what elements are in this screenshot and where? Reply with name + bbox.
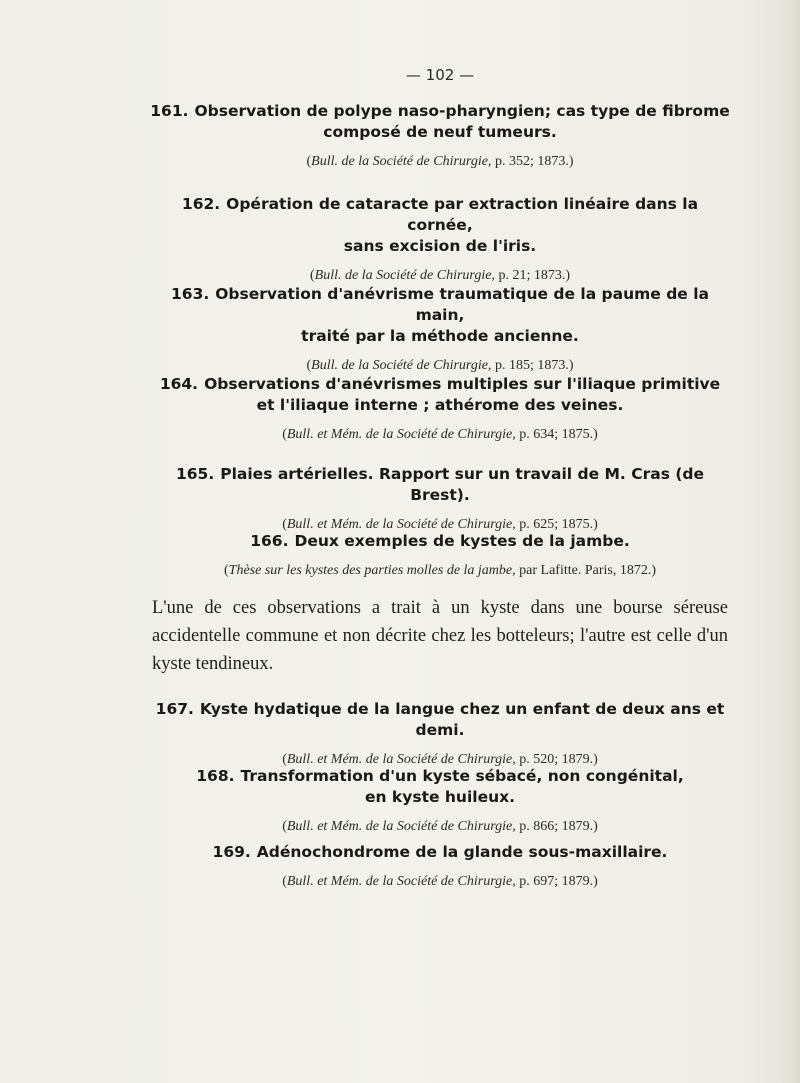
entry-title-line: Opération de cataracte par extraction linéaire dans la cornée, [226,195,699,234]
entry-title [150,464,730,506]
entry-165 [150,464,730,534]
entry-title-line: Observation de polype naso-pharyngien; cas type de fibrome [194,102,730,120]
entry-number: 163. [171,285,210,303]
ref-page-year: p. 185; 1873.) [491,358,574,373]
entry-reference [150,153,730,171]
ref-source: Bull. et Mém. de la Société de Chirurgie, [286,752,516,767]
entry-title-line: Observation d'anévrisme traumatique de la paume de la main, [215,285,709,324]
ref-page-year: par Lafitte. Paris, 1872.) [515,563,656,578]
ref-page-year: p. 697; 1879.) [515,874,598,889]
entry-title-line: et l'iliaque interne ; athérome des veines. [256,396,624,414]
entry-number: 164. [159,375,199,393]
entry-title-line: traité par la méthode ancienne. [301,327,579,345]
entry-title-line: sans excision de l'iris. [343,237,537,255]
entry-title-line: Kyste hydatique de la langue chez un enfant de deux ans et demi. [199,700,725,739]
entry-number: 162. [181,195,221,213]
entry-reference [150,267,730,285]
ref-paren: ( [309,268,315,283]
ref-paren: ( [282,752,287,767]
entry-162 [150,194,730,285]
entry-166-description: L'une de ces observations a trait à un kyste dans une bourse séreuse accidentelle commune et non décrite chez les botteleurs; l'autre est celle d'un kyste tendineux. [152,598,728,674]
ref-page-year: p. 625; 1875.) [515,517,598,532]
entry-168 [150,766,730,836]
ref-paren: ( [282,517,287,532]
ref-source: Bull. et Mém. de la Société de Chirurgie, [286,819,516,834]
ref-source: Bull. et Mém. de la Société de Chirurgie, [286,874,516,889]
ref-page-year: p. 352; 1873.) [491,154,574,169]
entry-title [150,699,730,741]
ref-source: Bull. de la Société de Chirurgie, [314,268,495,283]
entry-reference [150,873,730,891]
entry-title-line: Adénochondrome de la glande sous-maxillaire. [256,843,668,861]
ref-paren: ( [306,154,312,169]
entry-number: 168. [196,767,235,785]
entry-number: 167. [155,700,194,718]
entry-number: 166. [250,532,289,550]
ref-page-year: p. 866; 1879.) [515,819,598,834]
entry-title [150,284,730,347]
entry-169 [150,842,730,891]
entry-title-line: Plaies artérielles. Rapport sur un travail de M. Cras (de Brest). [220,465,705,504]
page-edge-shadow [780,0,800,1083]
entry-title-line: Transformation d'un kyste sébacé, non congénital, [240,767,684,785]
entry-title-line: Observations d'anévrismes multiples sur l'iliaque primitive [204,375,721,393]
entry-reference [150,357,730,375]
entry-number: 161. [150,102,189,120]
ref-paren: ( [306,358,312,373]
entry-title [150,101,730,143]
entry-title [150,531,730,552]
ref-paren: ( [224,563,229,578]
entry-164 [150,374,730,444]
entry-title-line: Deux exemples de kystes de la jambe. [294,532,630,550]
ref-paren: ( [282,874,287,889]
entry-163 [150,284,730,375]
ref-source: Bull. de la Société de Chirurgie, [311,154,492,169]
ref-source: Bull. de la Société de Chirurgie, [311,358,492,373]
ref-source: Bull. et Mém. de la Société de Chirurgie, [286,427,516,442]
ref-page-year: p. 520; 1879.) [515,752,598,767]
ref-page-year: p. 634; 1875.) [515,427,598,442]
ref-paren: ( [282,819,287,834]
ref-source: Bull. et Mém. de la Société de Chirurgie, [286,517,516,532]
ref-page-year: p. 21; 1873.) [494,268,570,283]
entry-reference [150,818,730,836]
entry-title-line: en kyste huileux. [364,788,516,806]
entry-166 [150,531,730,580]
entry-title [150,374,730,416]
entry-161 [150,101,730,171]
entry-167 [150,699,730,769]
entry-reference [150,562,730,580]
ref-source: Thèse sur les kystes des parties molles de la jambe, [228,563,516,578]
entry-reference [150,426,730,444]
entry-title-line: composé de neuf tumeurs. [323,123,557,141]
ref-paren: ( [282,427,287,442]
entry-title [150,842,730,863]
entry-number: 169. [212,843,251,861]
entry-title [150,194,730,257]
entry-title [150,766,730,808]
page-number: — 102 — [405,66,475,84]
entry-number: 165. [175,465,215,483]
